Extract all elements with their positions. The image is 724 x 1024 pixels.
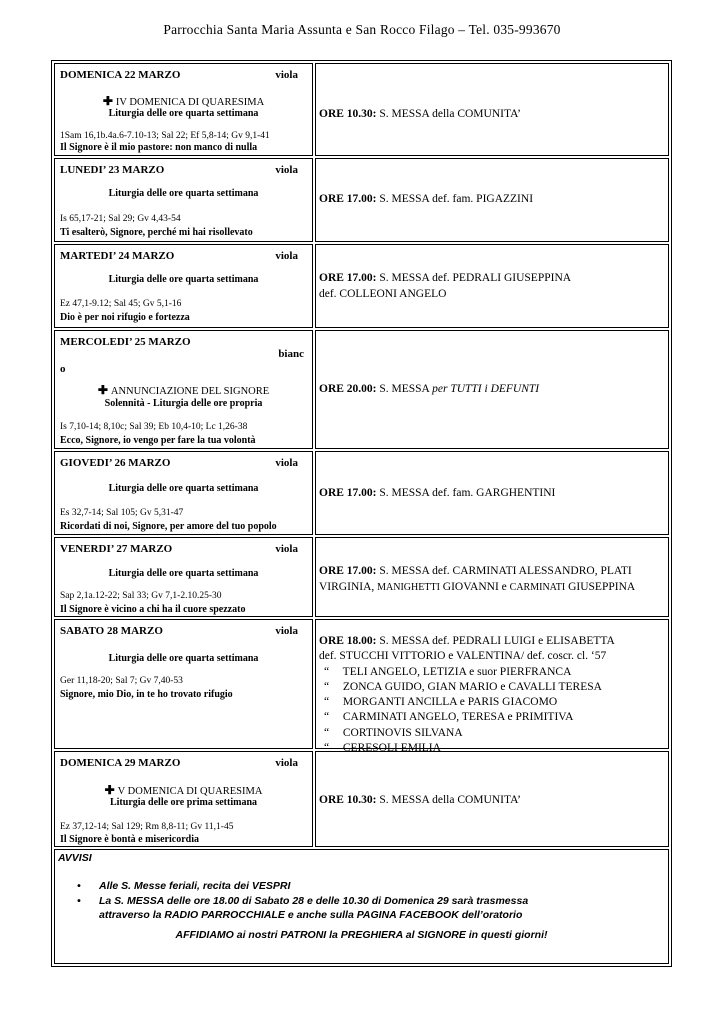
mass-time: ORE 10.30: <box>319 108 377 120</box>
mass-cell <box>315 63 669 156</box>
notice-item-cont: attraverso la RADIO PARROCCHIALE e anche sulla PAGINA FACEBOOK dell’oratorio <box>99 909 523 921</box>
mass-intention <box>319 486 664 502</box>
mass-text: S. MESSA def. fam. PIGAZZINI <box>379 193 534 205</box>
readings: Sap 2,1a.12-22; Sal 33; Gv 7,1-2.10.25-30 <box>60 591 222 601</box>
ditto-mark: “ <box>324 696 330 709</box>
liturgy-note: Liturgia delle ore quarta settimana <box>108 188 259 199</box>
mass-text-italic: per TUTTI i DEFUNTI <box>432 383 540 395</box>
mass-line: CORTINOVIS SILVANA <box>342 726 463 739</box>
feast-title: IV DOMENICA DI QUARESIMA <box>115 97 265 108</box>
day-info-cell <box>54 244 313 328</box>
day-row <box>54 751 669 847</box>
bullet-icon: • <box>77 895 81 907</box>
readings: Ez 37,12-14; Sal 129; Rm 8,8-11; Gv 11,1-45 <box>60 822 234 832</box>
mass-intention <box>319 382 664 398</box>
mass-cell <box>315 330 669 449</box>
mass-time: ORE 17.00: <box>319 565 377 577</box>
mass-name-small: MANIGHETTI <box>377 581 440 593</box>
mass-line: CARMINATI ANGELO, TERESA e PRIMITIVA <box>342 711 574 724</box>
notices-section <box>54 849 669 964</box>
liturgical-color: viola <box>275 543 298 555</box>
mass-cell <box>315 751 669 847</box>
day-info-cell <box>54 158 313 242</box>
mass-intention <box>319 564 664 595</box>
day-info-cell <box>54 537 313 617</box>
psalm-response: Il Signore è vicino a chi ha il cuore spezzato <box>60 604 246 615</box>
liturgical-color: viola <box>275 69 298 81</box>
mass-time: ORE 17.00: <box>319 193 377 205</box>
day-date: DOMENICA 22 MARZO <box>60 69 181 81</box>
readings: Ger 11,18-20; Sal 7; Gv 7,40-53 <box>60 676 183 686</box>
mass-line: TELI ANGELO, LETIZIA e suor PIERFRANCA <box>342 665 572 678</box>
mass-line: ZONCA GUIDO, GIAN MARIO e CAVALLI TERESA <box>342 680 602 693</box>
liturgy-note: Liturgia delle ore prima settimana <box>109 797 258 808</box>
psalm-response: Ecco, Signore, io vengo per fare la tua volontà <box>60 435 256 446</box>
mass-text-line2: VIRGINIA, <box>319 580 378 593</box>
mass-intention <box>319 634 664 756</box>
liturgical-color: viola <box>275 757 298 769</box>
mass-text: S. MESSA della COMUNITA’ <box>379 108 521 120</box>
psalm-response: Ricordati di noi, Signore, per amore del tuo popolo <box>60 521 277 532</box>
liturgical-color: viola <box>275 625 298 637</box>
mass-text: S. MESSA <box>379 383 433 395</box>
mass-text: S. MESSA def. PEDRALI LUIGI e ELISABETTA <box>379 635 615 647</box>
day-date: MERCOLEDI’ 25 MARZO <box>60 336 191 348</box>
mass-text-line2: GIUSEPPINA <box>565 580 636 593</box>
mass-text: S. MESSA def. fam. GARGHENTINI <box>379 487 556 499</box>
psalm-response: Il Signore è il mio pastore: non manco di nulla <box>60 142 258 153</box>
mass-time: ORE 17.00: <box>319 272 377 284</box>
mass-intention <box>319 192 664 208</box>
mass-cell <box>315 537 669 617</box>
mass-time: ORE 10.30: <box>319 794 377 806</box>
mass-name-small: CARMINATI <box>509 581 566 593</box>
page-header: Parrocchia Santa Maria Assunta e San Rocco Filago – Tel. 035-993670 <box>163 22 561 37</box>
day-row <box>54 63 669 156</box>
mass-text-line2: def. COLLEONI ANGELO <box>319 287 447 300</box>
liturgical-color-wrap: o <box>60 363 66 375</box>
mass-cell <box>315 619 669 755</box>
readings: Is 7,10-14; 8,10c; Sal 39; Eb 10,4-10; Lc 1,26-38 <box>60 422 248 432</box>
mass-text: S. MESSA della COMUNITA’ <box>379 794 521 806</box>
liturgical-color: viola <box>275 457 298 469</box>
day-row <box>54 619 669 755</box>
liturgy-note: Liturgia delle ore quarta settimana <box>108 108 259 119</box>
mass-text: S. MESSA def. PEDRALI GIUSEPPINA <box>379 272 572 284</box>
readings: Es 32,7-14; Sal 105; Gv 5,31-47 <box>60 508 184 518</box>
ditto-mark: “ <box>324 742 330 755</box>
psalm-response: Il Signore è bontà e misericordia <box>60 834 199 845</box>
day-info-cell <box>54 451 313 535</box>
day-info-cell <box>54 63 313 156</box>
ditto-mark: “ <box>324 665 330 678</box>
liturgy-note: Liturgia delle ore quarta settimana <box>108 483 259 494</box>
day-date: SABATO 28 MARZO <box>60 625 163 637</box>
day-info-cell <box>54 330 313 449</box>
mass-line: MORGANTI ANCILLA e PARIS GIACOMO <box>342 696 558 709</box>
cross-icon: ✚ <box>104 783 115 797</box>
psalm-response: Ti esalterò, Signore, perché mi hai risollevato <box>60 227 253 238</box>
day-date: VENERDI’ 27 MARZO <box>60 543 173 555</box>
day-row <box>54 244 669 328</box>
liturgical-color: bianc <box>278 348 304 360</box>
psalm-response: Signore, mio Dio, in te ho trovato rifugio <box>60 689 233 700</box>
readings: Ez 47,1-9.12; Sal 45; Gv 5,1-16 <box>60 299 182 309</box>
day-info-cell <box>54 751 313 847</box>
feast-name <box>55 383 312 398</box>
mass-intention <box>319 793 664 809</box>
day-info-cell <box>54 619 313 749</box>
liturgical-color: viola <box>275 250 298 262</box>
mass-intention <box>319 107 664 123</box>
liturgy-note: Liturgia delle ore quarta settimana <box>108 653 259 664</box>
day-row <box>54 330 669 449</box>
day-row <box>54 451 669 535</box>
mass-time: ORE 20.00: <box>319 383 377 395</box>
notice-item: Alle S. Messe feriali, recita dei VESPRI <box>99 880 291 892</box>
mass-time: ORE 18.00: <box>319 635 377 647</box>
mass-line: def. STUCCHI VITTORIO e VALENTINA/ def. coscr. cl. ‘57 <box>319 650 607 663</box>
notices-title: AVVISI <box>58 852 92 864</box>
day-date: MARTEDI’ 24 MARZO <box>60 250 175 262</box>
mass-text-line2: GIOVANNI e <box>439 580 510 593</box>
day-date: DOMENICA 29 MARZO <box>60 757 181 769</box>
feast-title: V DOMENICA DI QUARESIMA <box>117 786 263 797</box>
psalm-response: Dio è per noi rifugio e fortezza <box>60 312 190 323</box>
notice-item: La S. MESSA delle ore 18.00 di Sabato 28 e delle 10.30 di Domenica 29 sarà trasmessa <box>99 895 529 907</box>
ditto-mark: “ <box>324 726 330 739</box>
mass-time: ORE 17.00: <box>319 487 377 499</box>
liturgical-color: viola <box>275 164 298 176</box>
mass-text: S. MESSA def. CARMINATI ALESSANDRO, PLATI <box>379 565 632 577</box>
mass-cell <box>315 158 669 242</box>
mass-line: CERESOLI EMILIA <box>342 742 441 755</box>
readings: Is 65,17-21; Sal 29; Gv 4,43-54 <box>60 214 181 224</box>
mass-cell <box>315 451 669 535</box>
readings: 1Sam 16,1b.4a.6-7.10-13; Sal 22; Ef 5,8-14; Gv 9,1-41 <box>60 131 270 141</box>
feast-name <box>55 94 312 109</box>
bullet-icon: • <box>77 880 81 892</box>
cross-icon: ✚ <box>97 383 108 397</box>
liturgy-note: Liturgia delle ore quarta settimana <box>108 274 259 285</box>
ditto-mark: “ <box>324 711 330 724</box>
mass-cell <box>315 244 669 328</box>
day-row <box>54 158 669 242</box>
day-row <box>54 537 669 617</box>
ditto-mark: “ <box>324 680 330 693</box>
liturgy-note: Liturgia delle ore quarta settimana <box>108 568 259 579</box>
day-date: LUNEDI’ 23 MARZO <box>60 164 165 176</box>
feast-title: ANNUNCIAZIONE DEL SIGNORE <box>110 386 270 397</box>
day-date: GIOVEDI’ 26 MARZO <box>60 457 171 469</box>
mass-intention <box>319 271 664 302</box>
feast-name <box>55 783 312 798</box>
cross-icon: ✚ <box>102 94 113 108</box>
notice-closing: AFFIDIAMO ai nostri PATRONI la PREGHIERA al SIGNORE in questi giorni! <box>175 929 548 941</box>
liturgy-note: Solennità - Liturgia delle ore propria <box>104 398 263 409</box>
